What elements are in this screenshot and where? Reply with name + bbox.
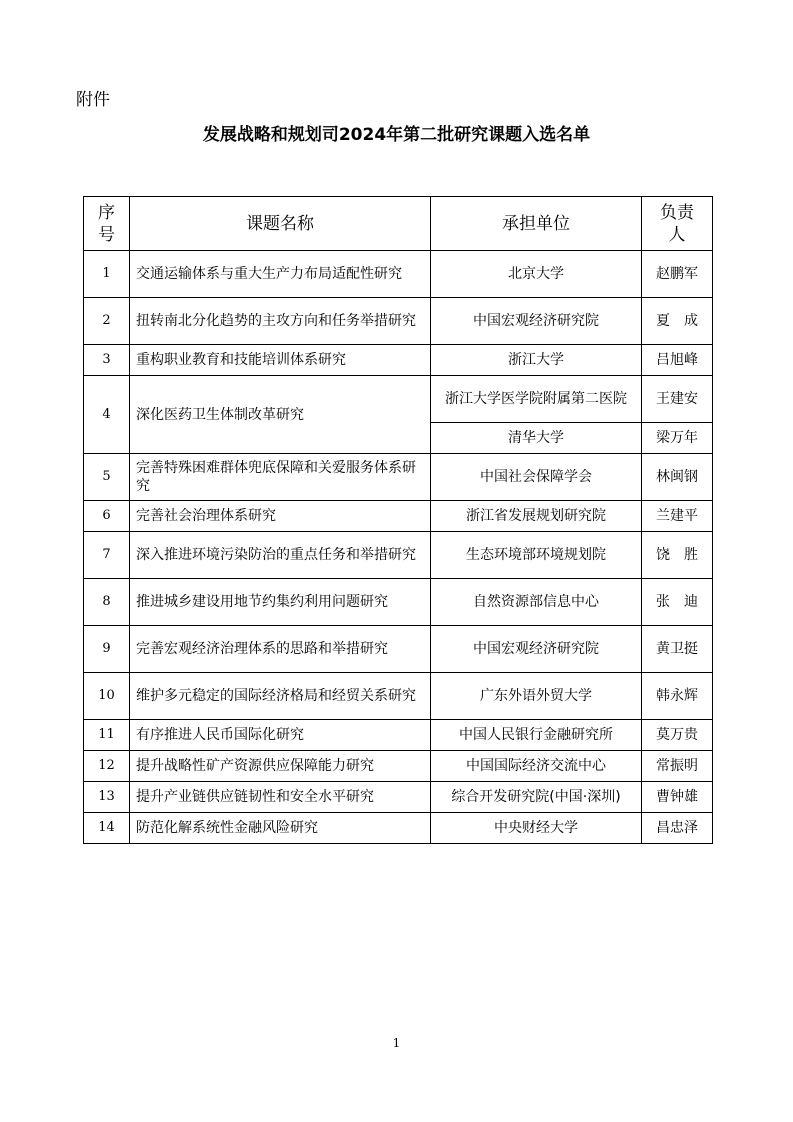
row-person: 张 迪: [642, 579, 713, 626]
row-number: 3: [84, 345, 130, 376]
row-person: 吕旭峰: [642, 345, 713, 376]
header-number: 序号: [84, 197, 130, 251]
row-person: 饶 胜: [642, 532, 713, 579]
row-number: 13: [84, 782, 130, 813]
row-number: 9: [84, 626, 130, 673]
row-topic: 有序推进人民币国际化研究: [130, 720, 431, 751]
row-person: 赵鹏军: [642, 251, 713, 298]
row-number: 10: [84, 673, 130, 720]
table-row: [84, 532, 713, 579]
row-topic: 提升产业链供应链韧性和安全水平研究: [130, 782, 431, 813]
row-topic: 推进城乡建设用地节约集约利用问题研究: [130, 579, 431, 626]
table-row: [84, 751, 713, 782]
row-topic: 深化医药卫生体制改革研究: [130, 376, 431, 454]
row-topic: 完善宏观经济治理体系的思路和举措研究: [130, 626, 431, 673]
row-person: 林闽钢: [642, 454, 713, 501]
row-number: 4: [84, 376, 130, 454]
row-unit: 浙江大学医学院附属第二医院: [431, 376, 642, 423]
row-person: 莫万贵: [642, 720, 713, 751]
row-number: 8: [84, 579, 130, 626]
row-number: 12: [84, 751, 130, 782]
row-unit: 自然资源部信息中心: [431, 579, 642, 626]
row-number: 5: [84, 454, 130, 501]
attachment-label: 附件: [76, 90, 110, 110]
table-row: [84, 454, 713, 501]
row-topic: 维护多元稳定的国际经济格局和经贸关系研究: [130, 673, 431, 720]
row-unit: 浙江省发展规划研究院: [431, 501, 642, 532]
row-topic: 重构职业教育和技能培训体系研究: [130, 345, 431, 376]
row-topic: 深入推进环境污染防治的重点任务和举措研究: [130, 532, 431, 579]
row-unit: 广东外语外贸大学: [431, 673, 642, 720]
row-person: 黄卫挺: [642, 626, 713, 673]
table-row: [84, 376, 713, 423]
row-unit: 中国宏观经济研究院: [431, 298, 642, 345]
table-header-row: [84, 197, 713, 251]
row-number: 6: [84, 501, 130, 532]
row-number: 2: [84, 298, 130, 345]
table-row: [84, 626, 713, 673]
row-unit: 生态环境部环境规划院: [431, 532, 642, 579]
table-row: [84, 345, 713, 376]
row-topic: 提升战略性矿产资源供应保障能力研究: [130, 751, 431, 782]
row-person: 梁万年: [642, 423, 713, 454]
row-topic: 交通运输体系与重大生产力布局适配性研究: [130, 251, 431, 298]
row-unit: 中国国际经济交流中心: [431, 751, 642, 782]
row-unit: 综合开发研究院(中国·深圳): [431, 782, 642, 813]
table-row: [84, 501, 713, 532]
table-row: [84, 720, 713, 751]
row-topic: 完善特殊困难群体兜底保障和关爱服务体系研究: [130, 454, 431, 501]
row-unit: 北京大学: [431, 251, 642, 298]
page-title: 发展战略和规划司2024年第二批研究课题入选名单: [202, 125, 591, 145]
row-person: 夏 成: [642, 298, 713, 345]
header-unit: 承担单位: [431, 197, 642, 251]
row-number: 14: [84, 813, 130, 844]
row-topic: 防范化解系统性金融风险研究: [130, 813, 431, 844]
header-topic: 课题名称: [130, 197, 431, 251]
row-unit: 中国宏观经济研究院: [431, 626, 642, 673]
row-person: 昌忠泽: [642, 813, 713, 844]
row-person: 王建安: [642, 376, 713, 423]
table-row: [84, 298, 713, 345]
row-person: 常振明: [642, 751, 713, 782]
row-unit: 中央财经大学: [431, 813, 642, 844]
table-row: [84, 579, 713, 626]
row-number: 11: [84, 720, 130, 751]
row-topic: 完善社会治理体系研究: [130, 501, 431, 532]
row-number: 7: [84, 532, 130, 579]
row-person: 曹钟雄: [642, 782, 713, 813]
table-row: [84, 673, 713, 720]
selection-table: [83, 196, 713, 844]
row-unit: 中国人民银行金融研究所: [431, 720, 642, 751]
table-row: [84, 782, 713, 813]
table-row: [84, 813, 713, 844]
row-unit: 清华大学: [431, 423, 642, 454]
row-unit: 浙江大学: [431, 345, 642, 376]
page-number: 1: [392, 1036, 401, 1050]
row-person: 兰建平: [642, 501, 713, 532]
header-person: 负责人: [642, 197, 713, 251]
row-topic: 扭转南北分化趋势的主攻方向和任务举措研究: [130, 298, 431, 345]
table-row: [84, 251, 713, 298]
row-unit: 中国社会保障学会: [431, 454, 642, 501]
row-person: 韩永辉: [642, 673, 713, 720]
row-number: 1: [84, 251, 130, 298]
